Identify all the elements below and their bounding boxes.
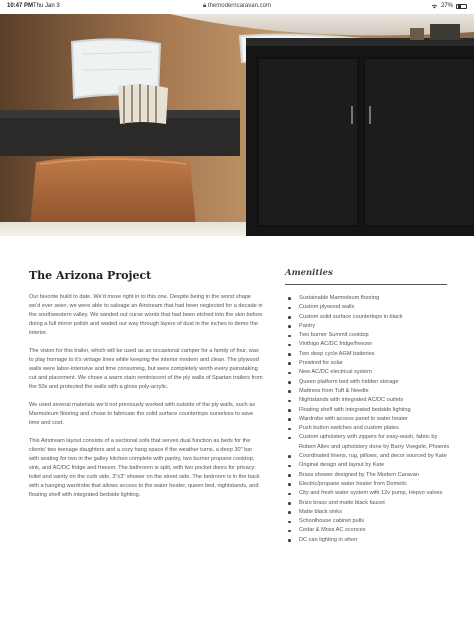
battery-percent: 27%: [440, 3, 453, 9]
wifi-icon: [431, 4, 438, 9]
list-item: Two burner Summit cooktop: [285, 331, 455, 340]
battery-icon: [456, 4, 467, 9]
list-item: Schoolhouse cabinet pulls: [285, 517, 455, 526]
paragraph: The vision for this trailer, which will be used as an occasional camper for a family of four, was to play homage to it's vintage lines while keeping the interior modern and clean. The plywood walls were labor-intensive and time consuming, but were completely worth every painstaking cut and placement. We chose a warm stain reminiscent of the ply walls of Spartan trailers from the 50s and protected the walls with a gloss poly-acrylic.: [29, 348, 263, 390]
amenities-list: [285, 294, 455, 545]
amenities-heading: Amenities: [285, 268, 333, 278]
list-item: Brass shower designed by The Modern Caravan: [285, 471, 455, 480]
paragraph: This Airstream layout consists of a sectional sofa that serves dual function as beds for the clients' two teenage daughters and a cozy hang space if the weather turns, a deep 30" bar with seating for two in the galley kitchen complete with pantry, two burner propane cooktop, sink, and AC/DC fridge and freezer. The bathroom is split, with two pocket doors for privacy: toilet and vanity on the curb side, 3"x3" shower on the street side. The bedroom is in the back with a hanging wardrobe that allows access to the water heater, queen bed, nightstands, and floating shelf with integrated bedside lighting.: [29, 438, 260, 498]
status-bar: [0, 0, 474, 14]
list-item: New AC/DC electrical system: [285, 368, 455, 377]
status-right: [431, 3, 467, 9]
list-item: Electric/propane water heater from Dometic: [285, 480, 455, 489]
paragraph: Our favorite build to date. We'd move right in to this one. Despite being in the worst shape we'd ever seen, we were able to salvage an Airstream that had been neglected for a decade in the southwestern valley. We sanded out curse words that had been etched into the skin before doing a full mirror polish and waded our way through layers of dust in the inches to demo the interior.: [29, 294, 263, 336]
list-item: Floating shelf with integrated bedside lighting: [285, 406, 455, 415]
page-title: The Arizona Project: [29, 269, 152, 282]
list-item: DC can lighting in silver: [285, 536, 455, 545]
list-item: Prewired for solar: [285, 359, 455, 368]
list-item: Push button switches and custom plates: [285, 424, 455, 433]
article-body: [29, 293, 263, 509]
list-item: Original design and layout by Kate: [285, 461, 455, 470]
url-text: themoderncaravan.com: [207, 3, 271, 9]
list-item: Two deep cycle AGM batteries: [285, 350, 455, 359]
amenities-divider: [285, 284, 447, 285]
hero-illustration: [0, 14, 474, 236]
list-item: Custom plywood walls: [285, 303, 455, 312]
list-item: Brizo brass and matte black faucet: [285, 499, 455, 508]
status-date: Thu Jan 3: [33, 3, 60, 9]
url-bar[interactable]: [0, 3, 474, 10]
list-item: Mattress from Tuft & Needle: [285, 387, 455, 396]
list-item: Nightstands with integrated AC/DC outlets: [285, 396, 455, 405]
list-item: Cedar & Moss AC sconces: [285, 526, 455, 535]
list-item: Queen platform bed with hidden storage: [285, 378, 455, 387]
pillow: [118, 84, 168, 124]
list-item: City and fresh water system with 12v pump, Hepvo valves: [285, 489, 455, 498]
list-item: Coordinated linens, rug, pillows, and decor sourced by Kate: [285, 452, 455, 461]
list-item: Vinthigo AC/DC fridge/freezer: [285, 340, 455, 349]
list-item: Custom solid surface countertops in black: [285, 313, 455, 322]
lock-icon: 🔒︎: [203, 3, 207, 9]
paragraph: We used several materials we'd not previously worked with outside of the ply walls, such as Marmoleum flooring and chose to fabricate the solid surface countertops ourselves to save time and cost.: [29, 402, 256, 426]
list-item: Custom upholstery with zippers for easy-wash, fabric by Robert Allen and upholstery done by Barry Voegele, Phoenix: [285, 433, 455, 452]
list-item: Wardrobe with access panel to water heater: [285, 415, 455, 424]
list-item: Pantry: [285, 322, 455, 331]
list-item: Sustainable Marmoleum flooring: [285, 294, 455, 303]
status-time: 10:47 PM: [7, 3, 34, 9]
hero-photo: [0, 14, 474, 236]
list-item: Matte black sinks: [285, 508, 455, 517]
